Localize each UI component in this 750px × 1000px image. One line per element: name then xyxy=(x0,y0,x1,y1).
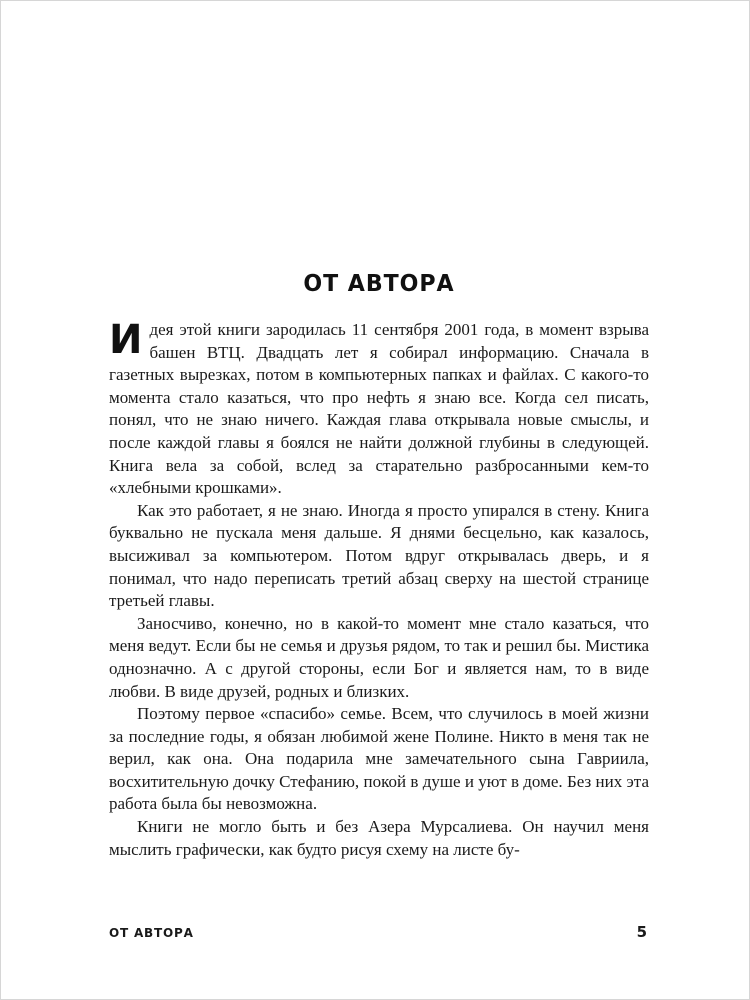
paragraph: Заносчиво, конечно, но в какой-то момент мне стало казаться, что меня ведут. Если бы не семья и друзья рядом, то так и решил бы. Мистика однозначно. А с другой стороны, если Бог и является нам, то в виде любви. В виде друзей, родных и близких. xyxy=(109,613,649,701)
page-number: 5 xyxy=(636,923,647,941)
paragraph-text: дея этой книги зародилась 11 сентября 2001 года, в момент взрыва башен ВТЦ. Двадцать лет я собирал информацию. Сначала в газетных вырезках, потом в компьютерных папках и файлах. С какого-то момента стало казаться, что про нефть я знаю все. Когда сел писать, понял, что не знаю ничего. Каждая глава открывала новые смыслы, и после каждой главы я боялся не найти должной глубины в следующей. Книга вела за собой, вслед за старательно разбросанными кем-то «хлебными крошками». xyxy=(109,320,649,498)
paragraph: Книги не могло быть и без Азера Мурсалиева. Он научил меня мыслить графически, как будто рисуя схему на листе бу- xyxy=(109,817,649,859)
paragraph: Поэтому первое «спасибо» семье. Всем, что случилось в моей жизни за последние годы, я обязан любимой жене Полине. Никто в меня так не верил, как она. Она подарила мне замечательного сына Гавриила, восхитительную дочку Стефанию, покой в душе и уют в доме. Без них эта работа была бы невозможна. xyxy=(109,704,649,814)
dropcap-letter: И xyxy=(109,317,143,363)
chapter-title: ОТ АВТОРА xyxy=(303,271,455,297)
paragraph xyxy=(109,319,649,500)
body-text xyxy=(109,319,649,861)
page-content xyxy=(109,1,649,861)
paragraph: Как это работает, я не знаю. Иногда я просто упирался в стену. Книга буквально не пускала меня дальше. Я днями бесцельно, как казалось, высиживал за компьютером. Потом вдруг открывалась дверь, и я понимал, что надо переписать третий абзац сверху на шестой странице третьей главы. xyxy=(109,500,649,611)
running-title: ОТ АВТОРА xyxy=(109,926,194,940)
page-footer xyxy=(109,923,647,941)
